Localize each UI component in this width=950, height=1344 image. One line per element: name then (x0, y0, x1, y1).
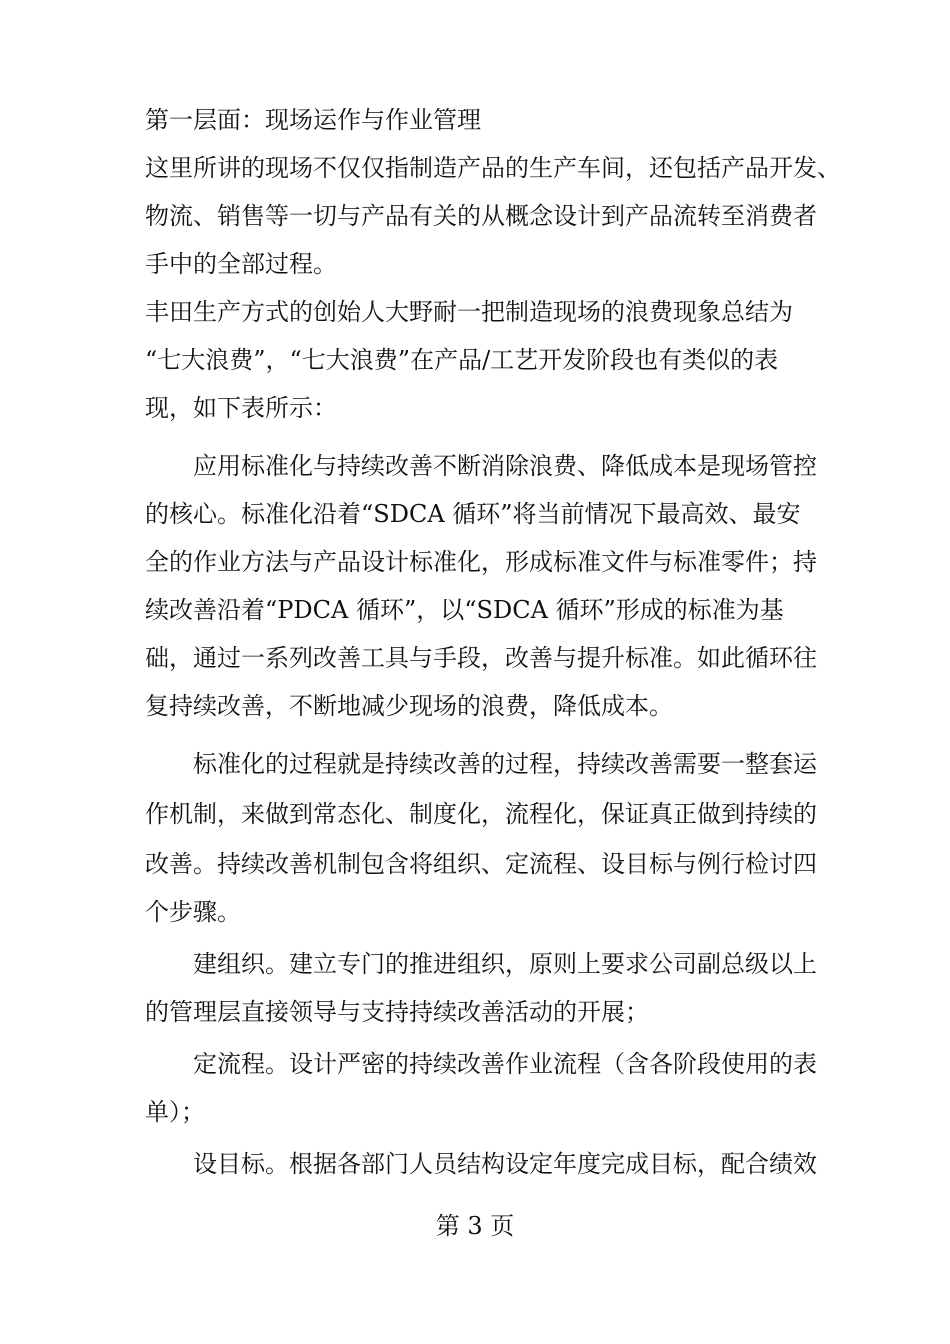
paragraph-line: 手中的全部过程。 (145, 250, 337, 278)
paragraph-line: 改善。持续改善机制包含将组织、定流程、设目标与例行检讨四 (145, 850, 817, 878)
paragraph-line: 应用标准化与持续改善不断消除浪费、降低成本是现场管控 (193, 452, 817, 480)
paragraph-line: 作机制，来做到常态化、制度化，流程化，保证真正做到持续的 (145, 800, 817, 828)
section-heading: 第一层面：现场运作与作业管理 (145, 106, 481, 134)
paragraph-line: 续改善沿着“PDCA 循环”，以“SDCA 循环”形成的标准为基 (145, 596, 784, 624)
paragraph-line: 全的作业方法与产品设计标准化，形成标准文件与标准零件；持 (145, 548, 817, 576)
paragraph-line: 物流、销售等一切与产品有关的从概念设计到产品流转至消费者 (145, 202, 817, 230)
paragraph-line: 建组织。建立专门的推进组织，原则上要求公司副总级以上 (193, 950, 817, 978)
paragraph-line: 个步骤。 (145, 898, 241, 926)
paragraph-line: 现，如下表所示： (145, 394, 337, 422)
paragraph-line: 设目标。根据各部门人员结构设定年度完成目标，配合绩效 (193, 1150, 817, 1178)
paragraph-line: 定流程。设计严密的持续改善作业流程（含各阶段使用的表 (193, 1050, 817, 1078)
paragraph-line: 础，通过一系列改善工具与手段，改善与提升标准。如此循环往 (145, 644, 817, 672)
page-number: 第 3 页 (435, 1212, 515, 1240)
paragraph-line: 丰田生产方式的创始人大野耐一把制造现场的浪费现象总结为 (145, 298, 793, 326)
paragraph-line: 的核心。标准化沿着“SDCA 循环”将当前情况下最高效、最安 (145, 500, 801, 528)
paragraph-line: “七大浪费”，“七大浪费”在产品/工艺开发阶段也有类似的表 (145, 346, 779, 374)
paragraph-line: 这里所讲的现场不仅仅指制造产品的生产车间，还包括产品开发、 (145, 154, 841, 182)
paragraph-line: 标准化的过程就是持续改善的过程，持续改善需要一整套运 (193, 750, 817, 778)
paragraph-line: 单）； (145, 1098, 205, 1126)
paragraph-line: 的管理层直接领导与支持持续改善活动的开展； (145, 998, 649, 1026)
paragraph-line: 复持续改善，不断地减少现场的浪费，降低成本。 (145, 692, 673, 720)
